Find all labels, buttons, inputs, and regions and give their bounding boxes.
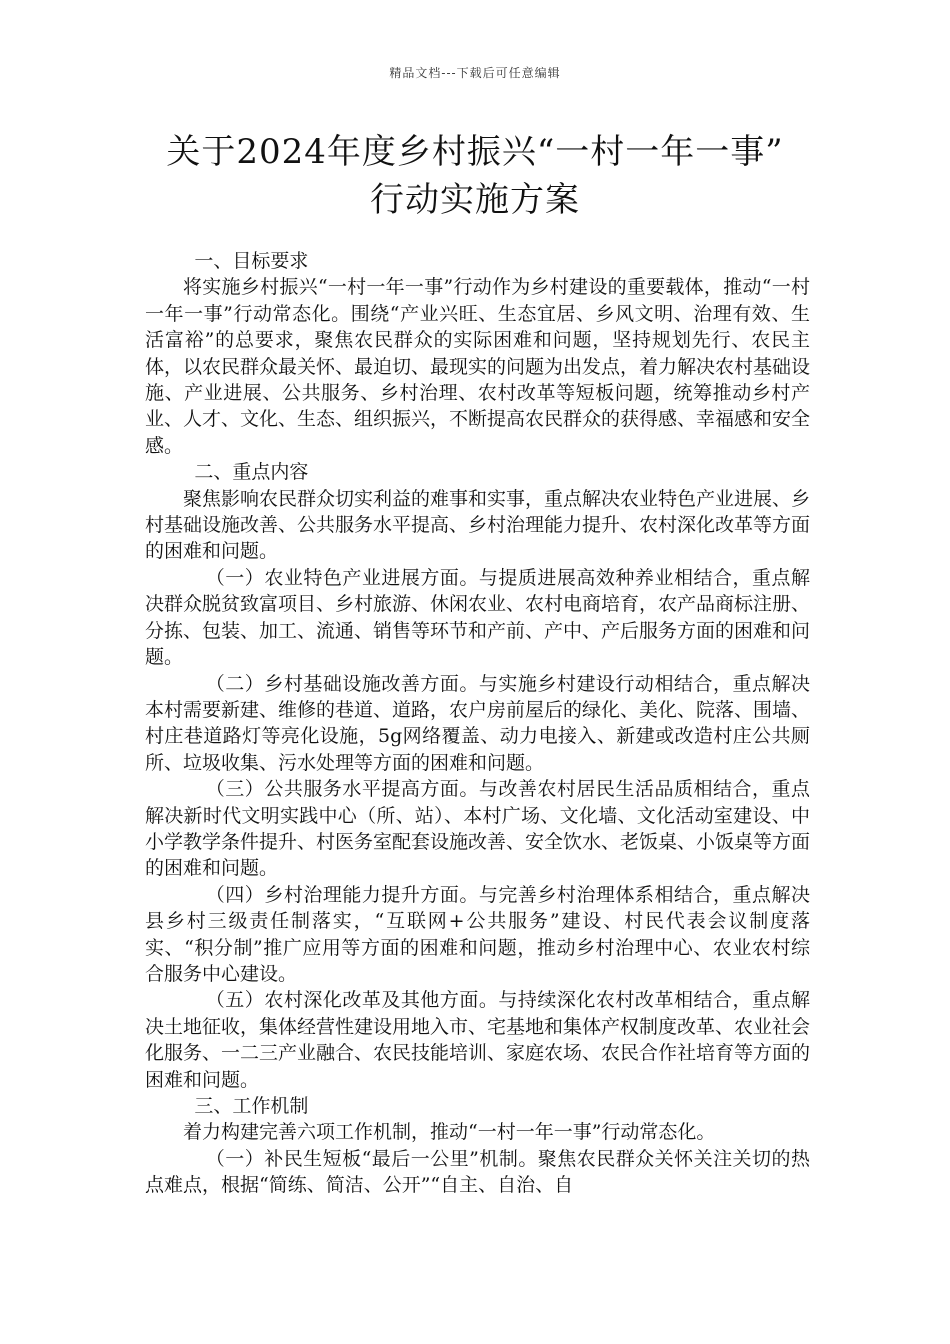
paragraph-item-5: （五）农村深化改革及其他方面。与持续深化农村改革相结合，重点解决土地征收，集体经营性建设用地入市、宅基地和集体产权制度改革、农业社会化服务、一二三产业融合、农民技能培训、家庭农场、农民合作社培育等方面的困难和问题。 [145,989,811,1091]
section-heading-mechanism: 三、工作机制 [194,1095,309,1117]
paragraph-item-4: （四）乡村治理能力提升方面。与完善乡村治理体系相结合，重点解决县乡村三级责任制落实，“互联网+公共服务”建设、村民代表会议制度落实、“积分制”推广应用等方面的困难和问题，推动乡村治理中心、农业农村综合服务中心建设。 [145,883,810,985]
paragraph-mechanism-item-1: （一）补民生短板“最后一公里”机制。聚焦农民群众关怀关注关切的热点难点，根据“简练、简洁、公开”“自主、自治、自 [145,1147,810,1197]
page-header: 精品文档---下载后可任意编辑 [389,66,561,80]
paragraph-mechanism: 着力构建完善六项工作机制，推动“一村一年一事”行动常态化。 [183,1121,716,1144]
paragraph-item-3: （三）公共服务水平提高方面。与改善农村居民生活品质相结合，重点解决新时代文明实践中心（所、站）、本村广场、文化墙、文化活动室建设、中小学教学条件提升、村医务室配套设施改善、安全饮水、老饭桌、小饭桌等方面的困难和问题。 [145,778,811,880]
paragraph-item-1: （一）农业特色产业进展方面。与提质进展高效种养业相结合，重点解决群众脱贫致富项目、乡村旅游、休闲农业、农村电商培育，农产品商标注册、分拣、包装、加工、流通、销售等环节和产前、产中、产后服务方面的困难和问题。 [145,566,811,669]
paragraph-key-content: 聚焦影响农民群众切实利益的难事和实事，重点解决农业特色产业进展、乡村基础设施改善、公共服务水平提高、乡村治理能力提升、农村深化改革等方面的困难和问题。 [145,487,811,563]
title-line-1: 关于2024年度乡村振兴“一村一年一事” [166,132,784,172]
document-body [145,248,810,1199]
title-line-2: 行动实施方案 [370,180,580,220]
section-heading-goals: 一、目标要求 [194,250,309,272]
paragraph-goals: 将实施乡村振兴“一村一年一事”行动作为乡村建设的重要载体，推动“一村一年一事”行动常态化。围绕“产业兴旺、生态宜居、乡风文明、治理有效、生活富裕”的总要求，聚焦农民群众的实际困难和问题，坚持规划先行、农民主体，以农民群众最关怀、最迫切、最现实的问题为出发点，着力解决农村基础设施、产业进展、公共服务、乡村治理、农村改革等短板问题，统筹推动乡村产业、人才、文化、生态、组织振兴，不断提高农民群众的获得感、幸福感和安全感。 [145,276,811,457]
paragraph-item-2: （二）乡村基础设施改善方面。与实施乡村建设行动相结合，重点解决本村需要新建、维修的巷道、道路，农户房前屋后的绿化、美化、院落、围墙、村庄巷道路灯等亮化设施，5g网络覆盖、动力电接入、新建或改造村庄公共厕所、垃圾收集、污水处理等方面的困难和问题。 [145,672,811,774]
document-title [120,128,830,224]
section-heading-key-content: 二、重点内容 [194,461,309,484]
